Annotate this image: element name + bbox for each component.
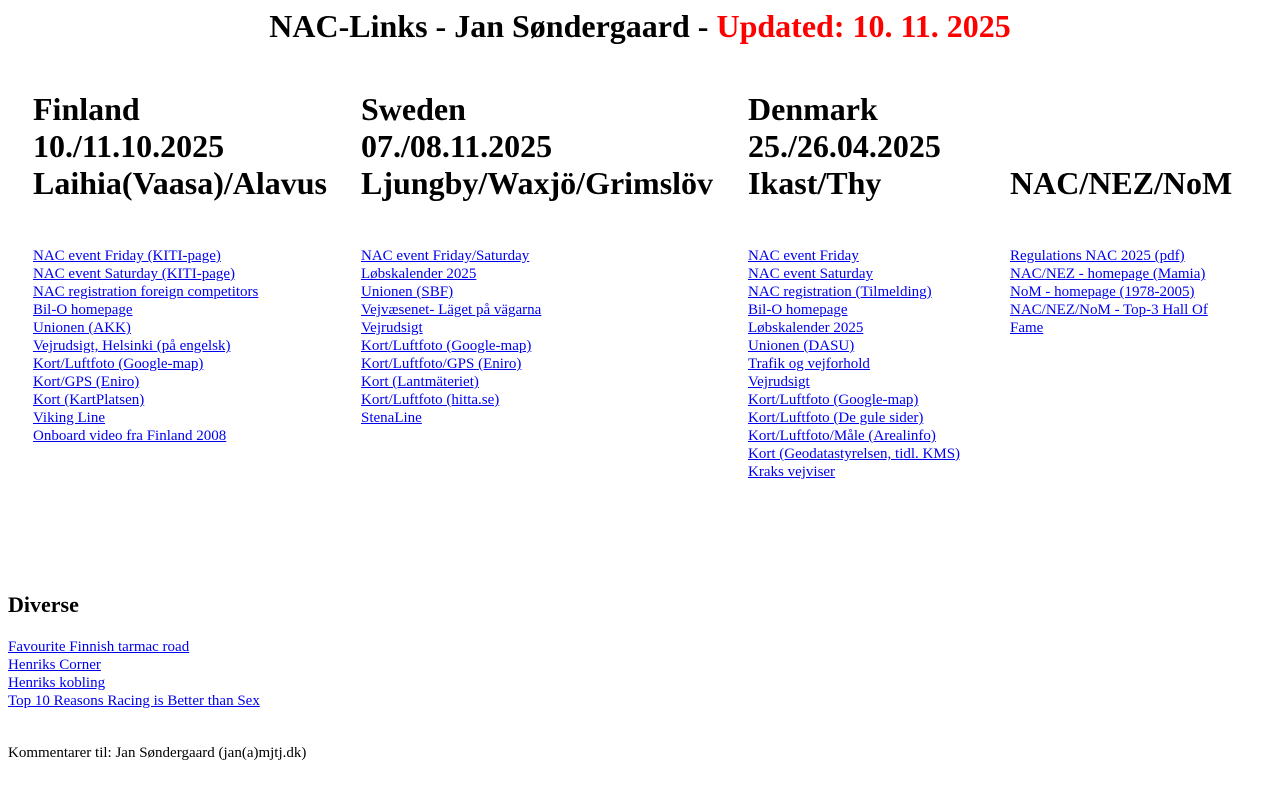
link[interactable]: Top 10 Reasons Racing is Better than Sex <box>8 693 260 709</box>
heading-line: 07./08.11.2025 <box>361 128 553 164</box>
heading-line: Sweden <box>361 91 466 127</box>
diverse-heading: Diverse <box>8 592 79 617</box>
link[interactable]: Onboard video fra Finland 2008 <box>33 428 227 444</box>
link[interactable]: NAC event Saturday <box>748 266 873 282</box>
link[interactable]: Kort (Geodatastyrelsen, tidl. KMS) <box>748 446 961 462</box>
link[interactable]: Kort/Luftfoto (Google-map) <box>33 356 204 372</box>
column-denmark <box>748 91 961 480</box>
page-title-main: NAC-Links - Jan Søndergaard - <box>269 8 717 44</box>
heading-line: Finland <box>33 91 140 127</box>
heading-line: 25./26.04.2025 <box>748 128 941 164</box>
link[interactable]: Unionen (SBF) <box>361 284 454 300</box>
heading-line: Denmark <box>748 91 878 127</box>
link[interactable]: Unionen (DASU) <box>748 338 855 354</box>
link[interactable]: NoM - homepage (1978-2005) <box>1010 284 1195 300</box>
link[interactable]: Kort/Luftfoto (Google-map) <box>361 338 532 354</box>
link[interactable]: Kort (Lantmäteriet) <box>361 374 479 390</box>
link[interactable]: Kort/Luftfoto (Google-map) <box>748 392 919 408</box>
link[interactable]: Kort/Luftfoto/GPS (Eniro) <box>361 356 522 372</box>
link[interactable]: NAC/NEZ/NoM - Top-3 Hall Of Fame <box>1010 302 1208 336</box>
link[interactable]: Bil-O homepage <box>748 302 848 318</box>
link-list <box>748 247 960 481</box>
diverse-section <box>8 590 260 710</box>
column-heading <box>361 91 713 202</box>
link[interactable]: Bil-O homepage <box>33 302 133 318</box>
link[interactable]: NAC event Friday/Saturday <box>361 248 530 264</box>
heading-line: 10./11.10.2025 <box>33 128 225 164</box>
link[interactable]: NAC event Saturday (KITI-page) <box>33 266 236 282</box>
link[interactable]: Kort/Luftfoto (De gule sider) <box>748 410 924 426</box>
link[interactable]: Kort/Luftfoto/Måle (Arealinfo) <box>748 428 936 444</box>
link-list <box>33 247 258 445</box>
link[interactable]: Favourite Finnish tarmac road <box>8 639 190 655</box>
heading-line: NAC/NEZ/NoM <box>1010 165 1233 201</box>
column-heading <box>33 91 327 202</box>
column-nac-nez-nom <box>1010 91 1242 336</box>
link[interactable]: Viking Line <box>33 410 106 426</box>
link[interactable]: NAC event Friday <box>748 248 859 264</box>
link[interactable]: NAC registration foreign competitors <box>33 284 259 300</box>
link[interactable]: Henriks Corner <box>8 657 101 673</box>
link[interactable]: NAC/NEZ - homepage (Mamia) <box>1010 266 1206 282</box>
link[interactable]: Trafik og vejforhold <box>748 356 870 372</box>
link[interactable]: Løbskalender 2025 <box>748 320 864 336</box>
link[interactable]: Kraks vejviser <box>748 464 836 480</box>
column-sweden <box>361 91 714 426</box>
link[interactable]: StenaLine <box>361 410 422 426</box>
link[interactable]: Unionen (AKK) <box>33 320 131 336</box>
heading-line: Laihia(Vaasa)/Alavus <box>33 165 327 201</box>
footer-comment: Kommentarer til: Jan Søndergaard (jan(a)mjtj.dk) <box>8 745 307 761</box>
page-title <box>0 8 1280 44</box>
link[interactable]: Henriks kobling <box>8 675 106 691</box>
column-heading <box>748 91 941 202</box>
heading-line: Ljungby/Waxjö/Grimslöv <box>361 165 714 201</box>
link[interactable]: Vejrudsigt <box>361 320 423 336</box>
link[interactable]: Kort/GPS (Eniro) <box>33 374 140 390</box>
link[interactable]: Løbskalender 2025 <box>361 266 477 282</box>
link[interactable]: Vejvæsenet- Läget på vägarna <box>361 302 542 318</box>
link[interactable]: Vejrudsigt <box>748 374 810 390</box>
link-list <box>361 247 541 427</box>
updated-date: Updated: 10. 11. 2025 <box>716 8 1011 44</box>
heading-line: Ikast/Thy <box>748 165 882 201</box>
link-list <box>8 638 260 710</box>
link[interactable]: Kort (KartPlatsen) <box>33 392 145 408</box>
link[interactable]: NAC event Friday (KITI-page) <box>33 248 221 264</box>
link[interactable]: NAC registration (Tilmelding) <box>748 284 932 300</box>
link[interactable]: Kort/Luftfoto (hitta.se) <box>361 392 500 408</box>
link[interactable]: Vejrudsigt, Helsinki (på engelsk) <box>33 338 231 354</box>
column-finland <box>33 91 327 444</box>
column-heading <box>1010 91 1242 202</box>
link[interactable]: Regulations NAC 2025 (pdf) <box>1010 248 1185 264</box>
link-list <box>1010 247 1242 337</box>
